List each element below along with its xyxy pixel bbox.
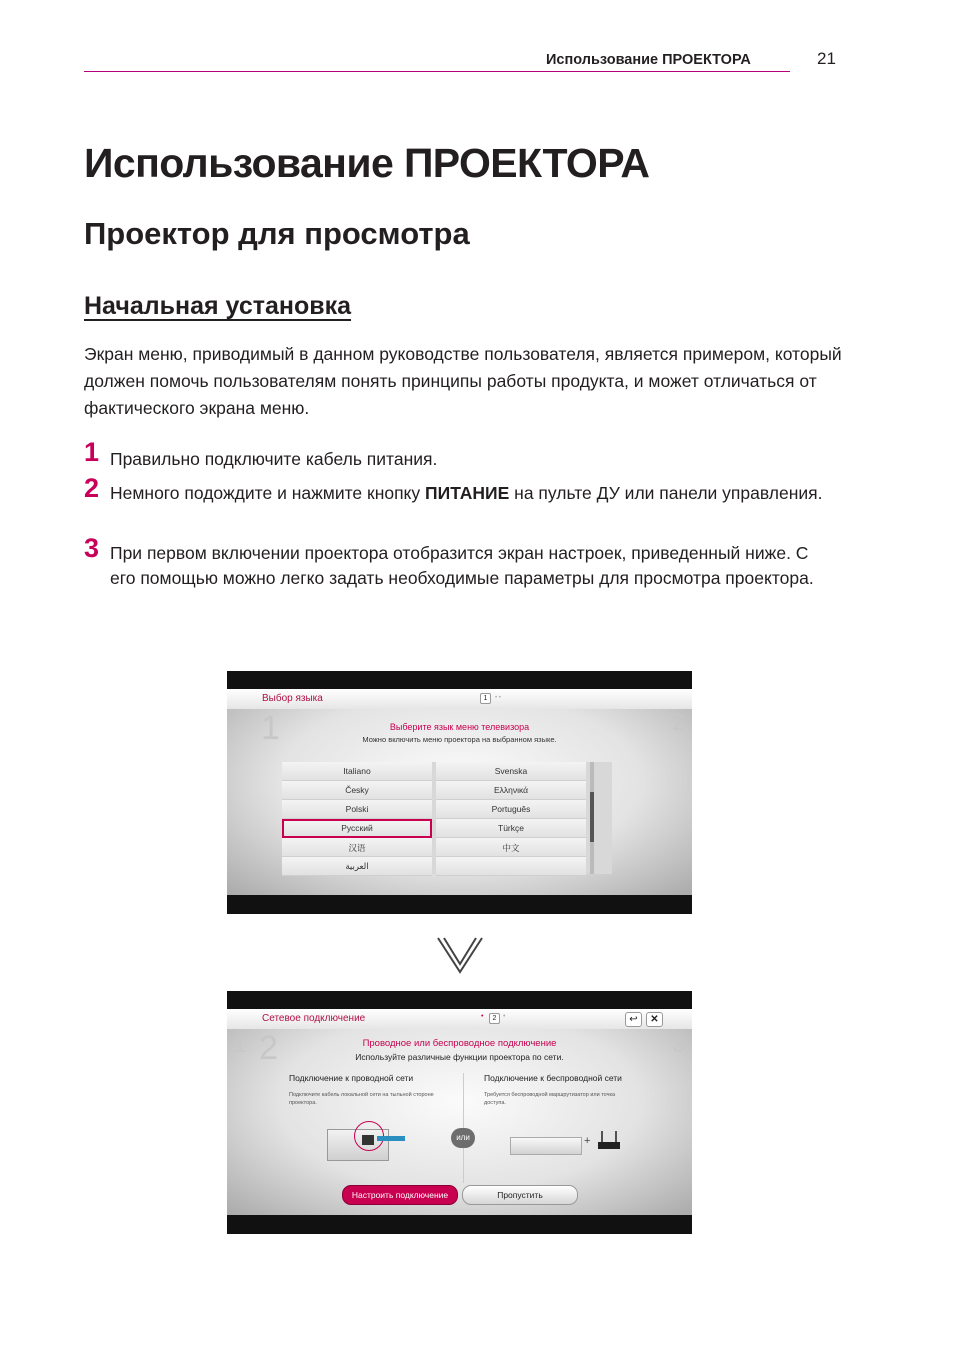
header-divider [84, 71, 790, 72]
close-icon[interactable]: ✕ [646, 1012, 663, 1027]
wireless-description: Требуется беспроводной маршрутизатор или точка доступа. [484, 1092, 616, 1106]
page-title: Использование ПРОЕКТОРА [84, 140, 650, 186]
step-text-part: Немного подождите и нажмите кнопку [110, 483, 426, 503]
setup-connection-button[interactable]: Настроить подключение [342, 1185, 458, 1205]
next-step-number: 3 [672, 1031, 686, 1058]
language-label: 汉语 [348, 843, 366, 853]
titlebar [227, 1009, 692, 1029]
step-text-part: на пульте ДУ или панели управления. [509, 483, 823, 503]
step-big-number: 1 [261, 709, 280, 747]
language-label: العربية [345, 861, 369, 871]
screen-title: Сетевое подключение [262, 1013, 366, 1024]
page-dots: • • [495, 695, 501, 701]
language-label: 中文 [502, 843, 520, 853]
language-label: Polski [345, 804, 369, 814]
step-number: 2 [84, 473, 100, 503]
language-list [282, 762, 612, 874]
step-text [110, 481, 830, 506]
list-item[interactable] [282, 838, 432, 857]
language-label: Ελληνικά [493, 785, 529, 795]
list-item[interactable] [282, 800, 432, 819]
list-item[interactable] [436, 800, 586, 819]
or-badge: или [451, 1128, 475, 1148]
skip-button[interactable]: Пропустить [462, 1185, 578, 1205]
list-item[interactable] [436, 781, 586, 800]
language-screen [227, 671, 692, 914]
prev-step-number: 1 [233, 1031, 247, 1058]
page-subtitle: Проектор для просмотра [84, 216, 470, 251]
step-text: При первом включении проектора отобразится экран настроек, приведенный ниже. С его помощью можно легко задать необходимые параметры для просмотра проектора. [110, 543, 814, 588]
list-item[interactable] [436, 819, 586, 838]
next-step-number: 2 [672, 709, 686, 736]
screen-subheading: Можно включить меню проектора на выбранном языке. [362, 735, 557, 744]
scrollbar-thumb[interactable] [590, 792, 594, 842]
running-header: Использование ПРОЕКТОРА [546, 52, 751, 68]
list-item-selected[interactable] [282, 819, 432, 838]
titlebar [227, 689, 692, 709]
back-icon[interactable]: ↩ [625, 1012, 642, 1027]
screen-heading: Проводное или беспроводное подключение [362, 1038, 557, 1049]
language-label: Italiano [343, 766, 371, 776]
power-button-label: ПИТАНИЕ [425, 483, 510, 503]
projector-image [510, 1137, 582, 1155]
network-screen [227, 991, 692, 1234]
language-label: Русский [341, 823, 373, 833]
section-heading: Начальная установка [84, 292, 352, 320]
list-item[interactable] [282, 857, 432, 876]
language-label: Česky [345, 785, 369, 795]
page-number: 21 [817, 49, 836, 68]
screen-subheading: Используйте различные функции проектора по сети. [355, 1052, 564, 1062]
wired-title: Подключение к проводной сети [289, 1073, 414, 1083]
router-icon [597, 1129, 621, 1151]
step-big-number: 2 [259, 1029, 278, 1067]
language-label: Svenska [494, 766, 528, 776]
screen-heading: Выберите язык меню телевизора [389, 722, 530, 732]
lan-cable [377, 1136, 405, 1141]
page-indicator: 2 [489, 1013, 500, 1024]
page-indicator: 1 [480, 693, 491, 704]
list-item[interactable] [436, 762, 586, 781]
wired-description: Подключите кабель локальной сети на тыльной стороне проектора. [289, 1092, 434, 1106]
chevron-down-icon [436, 936, 484, 976]
list-item[interactable] [436, 838, 586, 857]
page-dot: • [503, 1013, 506, 1020]
step-text: Правильно подключите кабель питания. [110, 449, 438, 469]
intro-paragraph: Экран меню, приводимый в данном руководстве пользователя, является примером, который должен помочь пользователям понять принципы работы продукта, и может отличаться от фактического экрана меню. [84, 344, 842, 418]
screen-title: Выбор языка [262, 693, 323, 704]
language-screen-display [227, 689, 692, 895]
language-label: Türkçe [498, 823, 524, 833]
page-dot: • [481, 1013, 484, 1020]
step-number: 1 [84, 437, 100, 467]
list-item[interactable] [282, 781, 432, 800]
wireless-title: Подключение к беспроводной сети [484, 1073, 622, 1083]
list-item [436, 857, 586, 876]
list-item[interactable] [282, 762, 432, 781]
network-screen-display [227, 1009, 692, 1215]
plus-icon: + [584, 1135, 591, 1147]
step-number: 3 [84, 533, 100, 563]
language-label: Português [491, 804, 531, 814]
